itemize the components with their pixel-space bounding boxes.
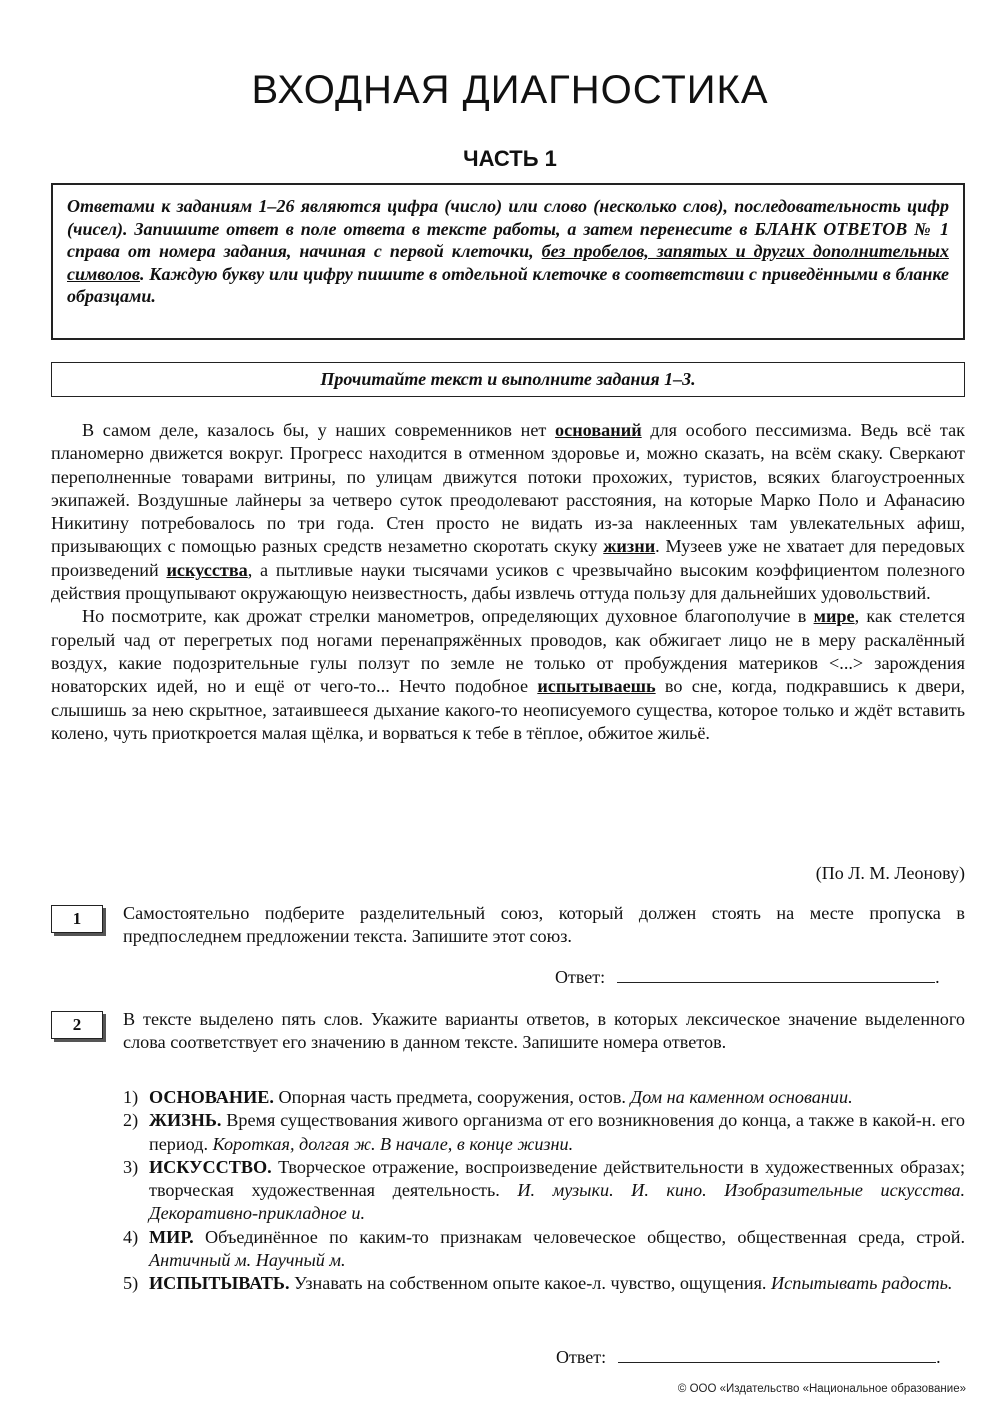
highlight-iskusstva: искусства [166,559,248,580]
answer-end: . [936,1347,941,1367]
option-number: 2) [123,1110,139,1131]
text-source: (По Л. М. Леонову) [815,863,965,883]
option-definition: Опорная часть предмета, сооружения, остов. [273,1087,631,1107]
option-example: Короткая, долгая ж. В начале, в конце жизни. [212,1133,574,1154]
highlight-osnovaniy: оснований [555,420,642,440]
task-1-text: Самостоятельно подберите разделительный союз, который должен стоять на месте пропуска в предпоследнем предложении текста. Запишите этот союз. [123,903,965,947]
task-number-1: 1 [51,905,103,933]
instructions-box [51,183,965,340]
option-definition: Время существования живого организма от его возникновения до конца, а также в какой-н. его период. [149,1110,965,1154]
option-definition: Объединённое по каким-то признакам человеческое общество, общественная среда, строй. [193,1226,965,1247]
option-5 [123,1272,965,1295]
task-number-2: 2 [51,1011,103,1039]
reading-text [51,419,965,745]
highlight-ispytyvaesh: испытываешь [537,676,656,697]
task-1-answer [555,964,940,988]
read-prompt-box [51,362,965,397]
page-title: ВХОДНАЯ ДИАГНОСТИКА [251,68,769,112]
option-example: Античный м. Научный м. [149,1250,346,1271]
option-1 [123,1086,965,1109]
option-example: И. музыки. И. кино. Изобразительные искусства. Декоративно-прикладное и. [149,1180,965,1224]
option-word: ИСКУССТВО. [149,1156,272,1177]
task-2-answer [556,1344,941,1368]
highlight-mire: мире [813,606,855,627]
task-2-text: В тексте выделено пять слов. Укажите варианты ответов, в которых лексическое значение выделенного слова соответствует его значению в данном тексте. Запишите номера ответов. [123,1009,965,1053]
instructions-underlined: без пробелов, запятых и других дополнительных символов [67,241,949,284]
option-word: МИР. [149,1226,194,1247]
option-word: ОСНОВАНИЕ. [149,1087,274,1107]
instructions-text-2: . Каждую букву или цифру пишите в отдельной клеточке в соответствии с приведёнными в бланке образцами. [67,263,949,306]
option-number: 3) [123,1156,139,1177]
option-2 [123,1109,965,1156]
option-number: 4) [123,1226,139,1247]
option-4 [123,1226,965,1273]
answer-label: Ответ: [555,967,606,987]
part-title: ЧАСТЬ 1 [463,146,557,171]
option-word: ИСПЫТЫВАТЬ. [149,1273,290,1294]
option-definition: Творческое отражение, воспроизведение действительности в художественных образах; творческая художественная деятельность. [149,1156,965,1201]
paragraph-1 [51,419,965,605]
highlight-zhizni: жизни [603,536,656,557]
text-segment: Но посмотрите, как дрожат стрелки манометров, определяющих духовное благополучие в [82,606,814,627]
answer-end: . [935,967,940,987]
option-word: ЖИЗНЬ. [149,1110,222,1131]
option-example: Испытывать радость. [771,1273,953,1294]
text-segment: для особого пессимизма. Ведь всё так планомерно движется вокруг. Прогресс находится в отменном здоровье и, можно сказать, на всём скаку. Сверкают переполненные товарами витрины, по улицам движутся потоки прохожих, туристов, всяких благоустроенных экипажей. Воздушные лайнеры за четверо суток преодолевают расстояния, на которые Марко Поло и Афанасию Никитину потребовалось по три года. Стен просто не видать из-за наклеенных там увлекательных афиш, призывающих с помощью разных средств незаметно скоротать скуку [51,420,965,557]
text-segment: В самом деле, казалось бы, у наших современников нет [82,420,556,440]
instructions-text-1: Ответами к заданиям 1–26 являются цифра (число) или слово (несколько слов), последовательность цифр (чисел). Запишите ответ в поле ответа в тексте работы, а затем перенесите в БЛАНК ОТВЕТОВ № 1 справа от номера задания, начиная с первой клеточки, [67,196,949,261]
option-3 [123,1156,965,1226]
option-example: Дом на каменном основании. [630,1087,853,1107]
answer-label: Ответ: [556,1347,607,1367]
option-definition: Узнавать на собственном опыте какое-л. чувство, ощущения. [289,1273,772,1294]
option-number: 1) [123,1087,139,1107]
answer-field-2[interactable] [618,1344,936,1363]
text-segment: . Музеев уже не хватает для передовых произведений [51,536,966,580]
text-segment: во сне, когда, подкравшись к двери, слышишь за нею скрытное, затаившееся дыхание какого-то неописуемого существа, которое только и ждёт вставить колено, чуть приоткроется малая щёлка, и ворваться к тебе в тёплое, обжитое жильё. [51,676,965,743]
text-segment: , как стелется горелый чад от перегретых под ногами перенапряжённых проводов, как обжигает лицо не в меру раскалённый воздух, какие подозрительные гулы ползут по земле не только от пробуждения материков <...> зарождения новаторских идей, но и ещё от чего-то... Нечто подобное [51,606,966,697]
task-2-options [123,1086,965,1296]
copyright-footer: © ООО «Издательство «Национальное образование» [677,1383,966,1395]
text-segment: , а пытливые науки тысячами усиков с чрезвычайно высоким коэффициентом полезного действия прощупывают окружающую неизвестность, дабы извлечь оттуда пользу для дальнейших удовольствий. [51,559,965,604]
read-prompt: Прочитайте текст и выполните задания 1–3. [320,369,696,389]
answer-field-1[interactable] [617,964,935,983]
option-number: 5) [123,1273,139,1294]
paragraph-2 [51,605,965,745]
